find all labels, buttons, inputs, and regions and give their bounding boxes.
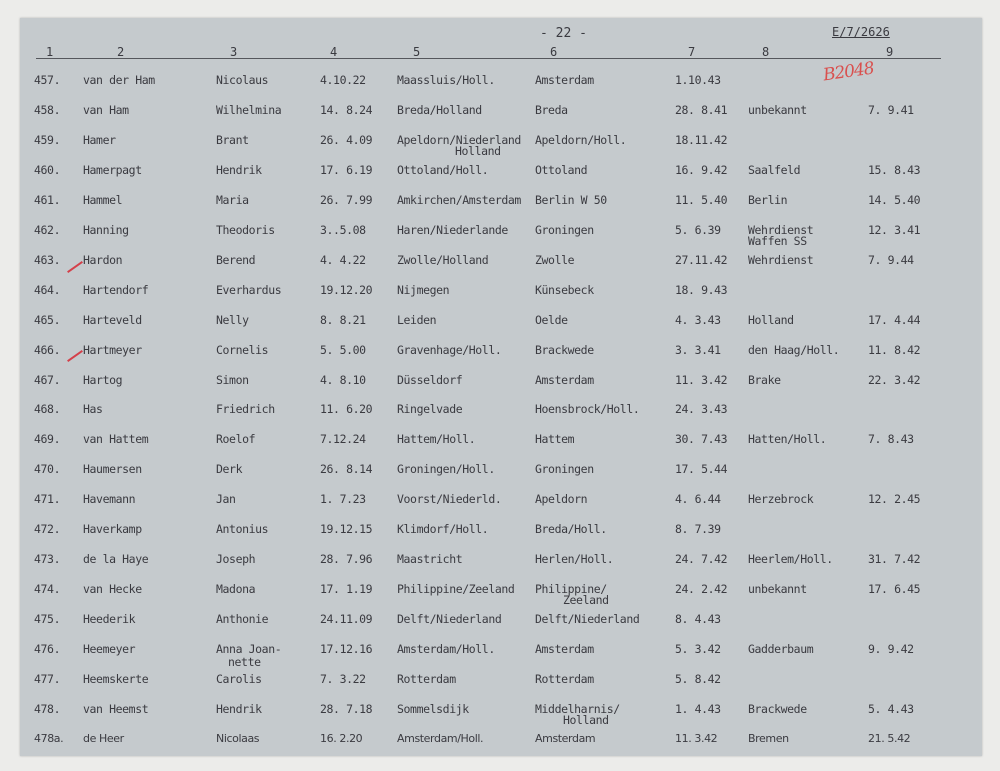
birth-date: 14. 8.24 bbox=[320, 102, 373, 117]
residence: Brackwede bbox=[535, 342, 594, 357]
table-row bbox=[20, 193, 982, 223]
arrival-date: 11. 3.42 bbox=[675, 731, 718, 745]
birthplace: Gravenhage/Holl. bbox=[397, 342, 502, 357]
departure-date: 12. 2.45 bbox=[868, 492, 921, 507]
destination-place: Brake bbox=[748, 372, 781, 387]
surname: Hartendorf bbox=[83, 282, 149, 297]
residence: Zwolle bbox=[535, 252, 575, 267]
birthplace: Maastricht bbox=[397, 552, 463, 567]
surname: Hanning bbox=[83, 222, 129, 237]
first-name: Wilhelmina bbox=[216, 102, 282, 117]
first-name: Jan bbox=[216, 492, 236, 507]
surname: van Ham bbox=[83, 102, 129, 117]
birth-date: 26. 4.09 bbox=[320, 132, 373, 147]
destination-place: Brackwede bbox=[748, 701, 807, 716]
birth-date: 19.12.15 bbox=[320, 522, 373, 537]
first-name: Everhardus bbox=[216, 282, 282, 297]
first-name-continuation: nette bbox=[228, 655, 261, 670]
entry-number: 472. bbox=[34, 522, 61, 537]
surname: Haverkamp bbox=[83, 522, 142, 537]
entry-number: 464. bbox=[34, 282, 61, 297]
table-row bbox=[20, 133, 982, 163]
entry-number: 463. bbox=[34, 252, 61, 267]
birthplace: Breda/Holland bbox=[397, 102, 482, 117]
arrival-date: 11. 3.42 bbox=[675, 372, 728, 387]
entry-number: 471. bbox=[34, 492, 61, 507]
birth-date: 28. 7.96 bbox=[320, 552, 373, 567]
entry-number: 466. bbox=[34, 342, 61, 357]
arrival-date: 5. 3.42 bbox=[675, 642, 721, 657]
destination-place: unbekannt bbox=[748, 582, 807, 597]
residence: Hattem bbox=[535, 432, 575, 447]
table-row bbox=[20, 642, 982, 672]
entry-number: 474. bbox=[34, 582, 61, 597]
arrival-date: 1.10.43 bbox=[675, 73, 721, 87]
entry-number: 462. bbox=[34, 222, 61, 237]
surname: van Hecke bbox=[83, 582, 142, 597]
first-name: Hendrik bbox=[216, 162, 262, 177]
residence: Amsterdam bbox=[535, 73, 594, 87]
residence: Apeldorn bbox=[535, 492, 588, 507]
first-name: Brant bbox=[216, 132, 249, 147]
birthplace: Hattem/Holl. bbox=[397, 432, 476, 447]
first-name: Joseph bbox=[216, 552, 256, 567]
departure-date: 21. 5.42 bbox=[868, 731, 911, 745]
departure-date: 31. 7.42 bbox=[868, 552, 921, 567]
table-row bbox=[20, 402, 982, 432]
birth-date: 17.12.16 bbox=[320, 642, 373, 657]
departure-date: 9. 9.42 bbox=[868, 642, 914, 657]
birthplace: Maassluis/Holl. bbox=[397, 73, 495, 87]
column-number: 3 bbox=[230, 45, 238, 59]
surname: Hammel bbox=[83, 192, 123, 207]
departure-date: 5. 4.43 bbox=[868, 701, 914, 716]
departure-date: 15. 8.43 bbox=[868, 162, 921, 177]
birth-date: 4.10.22 bbox=[320, 73, 366, 87]
residence: Amsterdam bbox=[535, 731, 596, 745]
birth-date: 4. 8.10 bbox=[320, 372, 366, 387]
arrival-date: 28. 8.41 bbox=[675, 102, 728, 117]
departure-date: 7. 9.41 bbox=[868, 102, 914, 117]
table-row bbox=[20, 612, 982, 642]
birth-date: 17. 6.19 bbox=[320, 162, 373, 177]
birth-date: 17. 1.19 bbox=[320, 582, 373, 597]
destination-place: Heerlem/Holl. bbox=[748, 552, 833, 567]
header-rule bbox=[36, 58, 941, 59]
first-name: Maria bbox=[216, 192, 249, 207]
birthplace: Sommelsdijk bbox=[397, 701, 469, 716]
birthplace: Delft/Niederland bbox=[397, 612, 502, 627]
column-number: 7 bbox=[688, 45, 696, 59]
departure-date: 12. 3.41 bbox=[868, 222, 921, 237]
destination-place: Bremen bbox=[748, 731, 789, 745]
destination-continuation: Waffen SS bbox=[748, 233, 807, 248]
arrival-date: 4. 3.43 bbox=[675, 312, 721, 327]
first-name: Madona bbox=[216, 582, 256, 597]
first-name: Nicolaas bbox=[216, 731, 260, 745]
entry-number: 477. bbox=[34, 672, 61, 686]
column-number: 8 bbox=[762, 45, 770, 59]
first-name: Anthonie bbox=[216, 612, 269, 627]
birthplace: Rotterdam bbox=[397, 672, 456, 686]
entry-number: 458. bbox=[34, 102, 61, 117]
residence-continuation: Zeeland bbox=[563, 593, 609, 608]
residence: Berlin W 50 bbox=[535, 192, 607, 207]
destination-place: Wehrdienst bbox=[748, 252, 814, 267]
arrival-date: 5. 8.42 bbox=[675, 672, 721, 686]
birthplace: Düsseldorf bbox=[397, 372, 463, 387]
first-name: Berend bbox=[216, 252, 256, 267]
entry-number: 457. bbox=[34, 73, 61, 87]
column-number: 2 bbox=[117, 45, 125, 59]
entry-number: 467. bbox=[34, 372, 61, 387]
destination-place: Wehrdienst bbox=[748, 222, 814, 237]
arrival-date: 24. 2.42 bbox=[675, 582, 728, 597]
destination-place: Gadderbaum bbox=[748, 642, 814, 657]
table-row bbox=[20, 103, 982, 133]
first-name: Theodoris bbox=[216, 222, 275, 237]
destination-place: Berlin bbox=[748, 192, 788, 207]
arrival-date: 24. 3.43 bbox=[675, 402, 728, 417]
table-row bbox=[20, 672, 982, 702]
arrival-date: 11. 5.40 bbox=[675, 192, 728, 207]
table-row bbox=[20, 163, 982, 193]
surname: Hartmeyer bbox=[83, 342, 142, 357]
birthplace: Voorst/Niederld. bbox=[397, 492, 502, 507]
departure-date: 17. 6.45 bbox=[868, 582, 921, 597]
table-row bbox=[20, 432, 982, 462]
birth-date: 5. 5.00 bbox=[320, 342, 366, 357]
birthplace-continuation: Holland bbox=[455, 143, 501, 158]
table-row bbox=[20, 283, 982, 313]
residence: Amsterdam bbox=[535, 642, 594, 657]
departure-date: 17. 4.44 bbox=[868, 312, 921, 327]
column-number: 5 bbox=[413, 45, 421, 59]
handwritten-stamp: B2048 bbox=[821, 58, 875, 86]
departure-date: 11. 8.42 bbox=[868, 342, 921, 357]
residence: Middelharnis/ bbox=[535, 701, 620, 716]
surname: Havemann bbox=[83, 492, 136, 507]
document-page bbox=[20, 18, 982, 756]
surname: Harteveld bbox=[83, 312, 142, 327]
arrival-date: 16. 9.42 bbox=[675, 162, 728, 177]
arrival-date: 1. 4.43 bbox=[675, 701, 721, 716]
surname: de Heer bbox=[83, 731, 124, 745]
arrival-date: 4. 6.44 bbox=[675, 492, 721, 507]
birthplace: Apeldorn/Niederland bbox=[397, 132, 521, 147]
entry-number: 473. bbox=[34, 552, 61, 567]
first-name: Simon bbox=[216, 372, 249, 387]
first-name: Hendrik bbox=[216, 701, 262, 716]
first-name: Cornelis bbox=[216, 342, 269, 357]
departure-date: 22. 3.42 bbox=[868, 372, 921, 387]
residence: Apeldorn/Holl. bbox=[535, 132, 627, 147]
surname: Has bbox=[83, 402, 103, 417]
birth-date: 8. 8.21 bbox=[320, 312, 366, 327]
birthplace: Nijmegen bbox=[397, 282, 450, 297]
entry-number: 478. bbox=[34, 701, 61, 716]
first-name: Anna Joan- bbox=[216, 642, 282, 657]
table-row bbox=[20, 552, 982, 582]
entry-number: 460. bbox=[34, 162, 61, 177]
first-name: Nicolaus bbox=[216, 73, 269, 87]
birth-date: 1. 7.23 bbox=[320, 492, 366, 507]
surname: van der Ham bbox=[83, 73, 155, 87]
birth-date: 3..5.08 bbox=[320, 222, 366, 237]
residence: Breda/Holl. bbox=[535, 522, 607, 537]
birthplace: Amsterdam/Holl. bbox=[397, 731, 484, 745]
page-number: - 22 - bbox=[540, 26, 587, 41]
residence: Hoensbrock/Holl. bbox=[535, 402, 640, 417]
first-name: Nelly bbox=[216, 312, 249, 327]
entry-number: 461. bbox=[34, 192, 61, 207]
table-row bbox=[20, 373, 982, 403]
surname: Hardon bbox=[83, 252, 123, 267]
table-row bbox=[20, 582, 982, 612]
arrival-date: 8. 4.43 bbox=[675, 612, 721, 627]
column-number: 1 bbox=[46, 45, 54, 59]
first-name: Derk bbox=[216, 462, 243, 477]
surname: Heemeyer bbox=[83, 642, 136, 657]
arrival-date: 24. 7.42 bbox=[675, 552, 728, 567]
destination-place: Saalfeld bbox=[748, 162, 801, 177]
birth-date: 7.12.24 bbox=[320, 432, 366, 447]
entry-number: 476. bbox=[34, 642, 61, 657]
birthplace: Amsterdam/Holl. bbox=[397, 642, 495, 657]
entry-number: 475. bbox=[34, 612, 61, 627]
column-number: 4 bbox=[330, 45, 338, 59]
residence: Ottoland bbox=[535, 162, 588, 177]
destination-place: Hatten/Holl. bbox=[748, 432, 827, 447]
arrival-date: 3. 3.41 bbox=[675, 342, 721, 357]
arrival-date: 27.11.42 bbox=[675, 252, 728, 267]
entry-number: 478a. bbox=[34, 731, 64, 745]
surname: van Heemst bbox=[83, 701, 149, 716]
first-name: Carolis bbox=[216, 672, 262, 686]
table-row bbox=[20, 702, 982, 732]
birthplace: Klimdorf/Holl. bbox=[397, 522, 489, 537]
table-row bbox=[20, 522, 982, 552]
column-number: 9 bbox=[886, 45, 894, 59]
residence-continuation: Holland bbox=[563, 712, 609, 727]
residence: Delft/Niederland bbox=[535, 612, 640, 627]
table-row bbox=[20, 253, 982, 283]
arrival-date: 18. 9.43 bbox=[675, 282, 728, 297]
surname: Heemskerte bbox=[83, 672, 149, 686]
surname: Heederik bbox=[83, 612, 136, 627]
table-row bbox=[20, 462, 982, 492]
first-name: Roelof bbox=[216, 432, 256, 447]
table-row bbox=[20, 343, 982, 373]
entry-number: 465. bbox=[34, 312, 61, 327]
birthplace: Leiden bbox=[397, 312, 437, 327]
destination-place: unbekannt bbox=[748, 102, 807, 117]
residence: Groningen bbox=[535, 462, 594, 477]
entry-number: 469. bbox=[34, 432, 61, 447]
column-number: 6 bbox=[550, 45, 558, 59]
entry-number: 459. bbox=[34, 132, 61, 147]
surname: Hartog bbox=[83, 372, 123, 387]
first-name: Antonius bbox=[216, 522, 269, 537]
surname: Hamer bbox=[83, 132, 116, 147]
residence: Groningen bbox=[535, 222, 594, 237]
birth-date: 24.11.09 bbox=[320, 612, 373, 627]
birthplace: Haren/Niederlande bbox=[397, 222, 508, 237]
surname: van Hattem bbox=[83, 432, 149, 447]
residence: Künsebeck bbox=[535, 282, 594, 297]
birthplace: Groningen/Holl. bbox=[397, 462, 495, 477]
arrival-date: 8. 7.39 bbox=[675, 522, 721, 537]
arrival-date: 17. 5.44 bbox=[675, 462, 728, 477]
arrival-date: 5. 6.39 bbox=[675, 222, 721, 237]
birth-date: 4. 4.22 bbox=[320, 252, 366, 267]
birthplace: Zwolle/Holland bbox=[397, 252, 489, 267]
birthplace: Ringelvade bbox=[397, 402, 463, 417]
destination-place: Holland bbox=[748, 312, 794, 327]
entry-number: 470. bbox=[34, 462, 61, 477]
table-row bbox=[20, 223, 982, 253]
residence: Philippine/ bbox=[535, 582, 607, 597]
birth-date: 26. 8.14 bbox=[320, 462, 373, 477]
birthplace: Amkirchen/Amsterdam bbox=[397, 192, 521, 207]
arrival-date: 30. 7.43 bbox=[675, 432, 728, 447]
birth-date: 19.12.20 bbox=[320, 282, 373, 297]
reference-number: E/7/2626 bbox=[832, 25, 890, 39]
birth-date: 28. 7.18 bbox=[320, 701, 373, 716]
residence: Breda bbox=[535, 102, 568, 117]
birth-date: 26. 7.99 bbox=[320, 192, 373, 207]
entry-number: 468. bbox=[34, 402, 61, 417]
destination-place: den Haag/Holl. bbox=[748, 342, 840, 357]
destination-place: Herzebrock bbox=[748, 492, 814, 507]
surname: Haumersen bbox=[83, 462, 142, 477]
surname: de la Haye bbox=[83, 552, 149, 567]
birthplace: Philippine/Zeeland bbox=[397, 582, 515, 597]
arrival-date: 18.11.42 bbox=[675, 132, 728, 147]
birth-date: 11. 6.20 bbox=[320, 402, 373, 417]
table-row bbox=[20, 492, 982, 522]
table-row bbox=[20, 313, 982, 343]
residence: Herlen/Holl. bbox=[535, 552, 614, 567]
birthplace: Ottoland/Holl. bbox=[397, 162, 489, 177]
departure-date: 14. 5.40 bbox=[868, 192, 921, 207]
departure-date: 7. 9.44 bbox=[868, 252, 914, 267]
surname: Hamerpagt bbox=[83, 162, 142, 177]
residence: Oelde bbox=[535, 312, 568, 327]
residence: Amsterdam bbox=[535, 372, 594, 387]
birth-date: 16. 2.20 bbox=[320, 731, 363, 745]
table-row bbox=[20, 73, 982, 103]
table-row bbox=[20, 732, 982, 762]
departure-date: 7. 8.43 bbox=[868, 432, 914, 447]
first-name: Friedrich bbox=[216, 402, 275, 417]
birth-date: 7. 3.22 bbox=[320, 672, 366, 686]
residence: Rotterdam bbox=[535, 672, 594, 686]
